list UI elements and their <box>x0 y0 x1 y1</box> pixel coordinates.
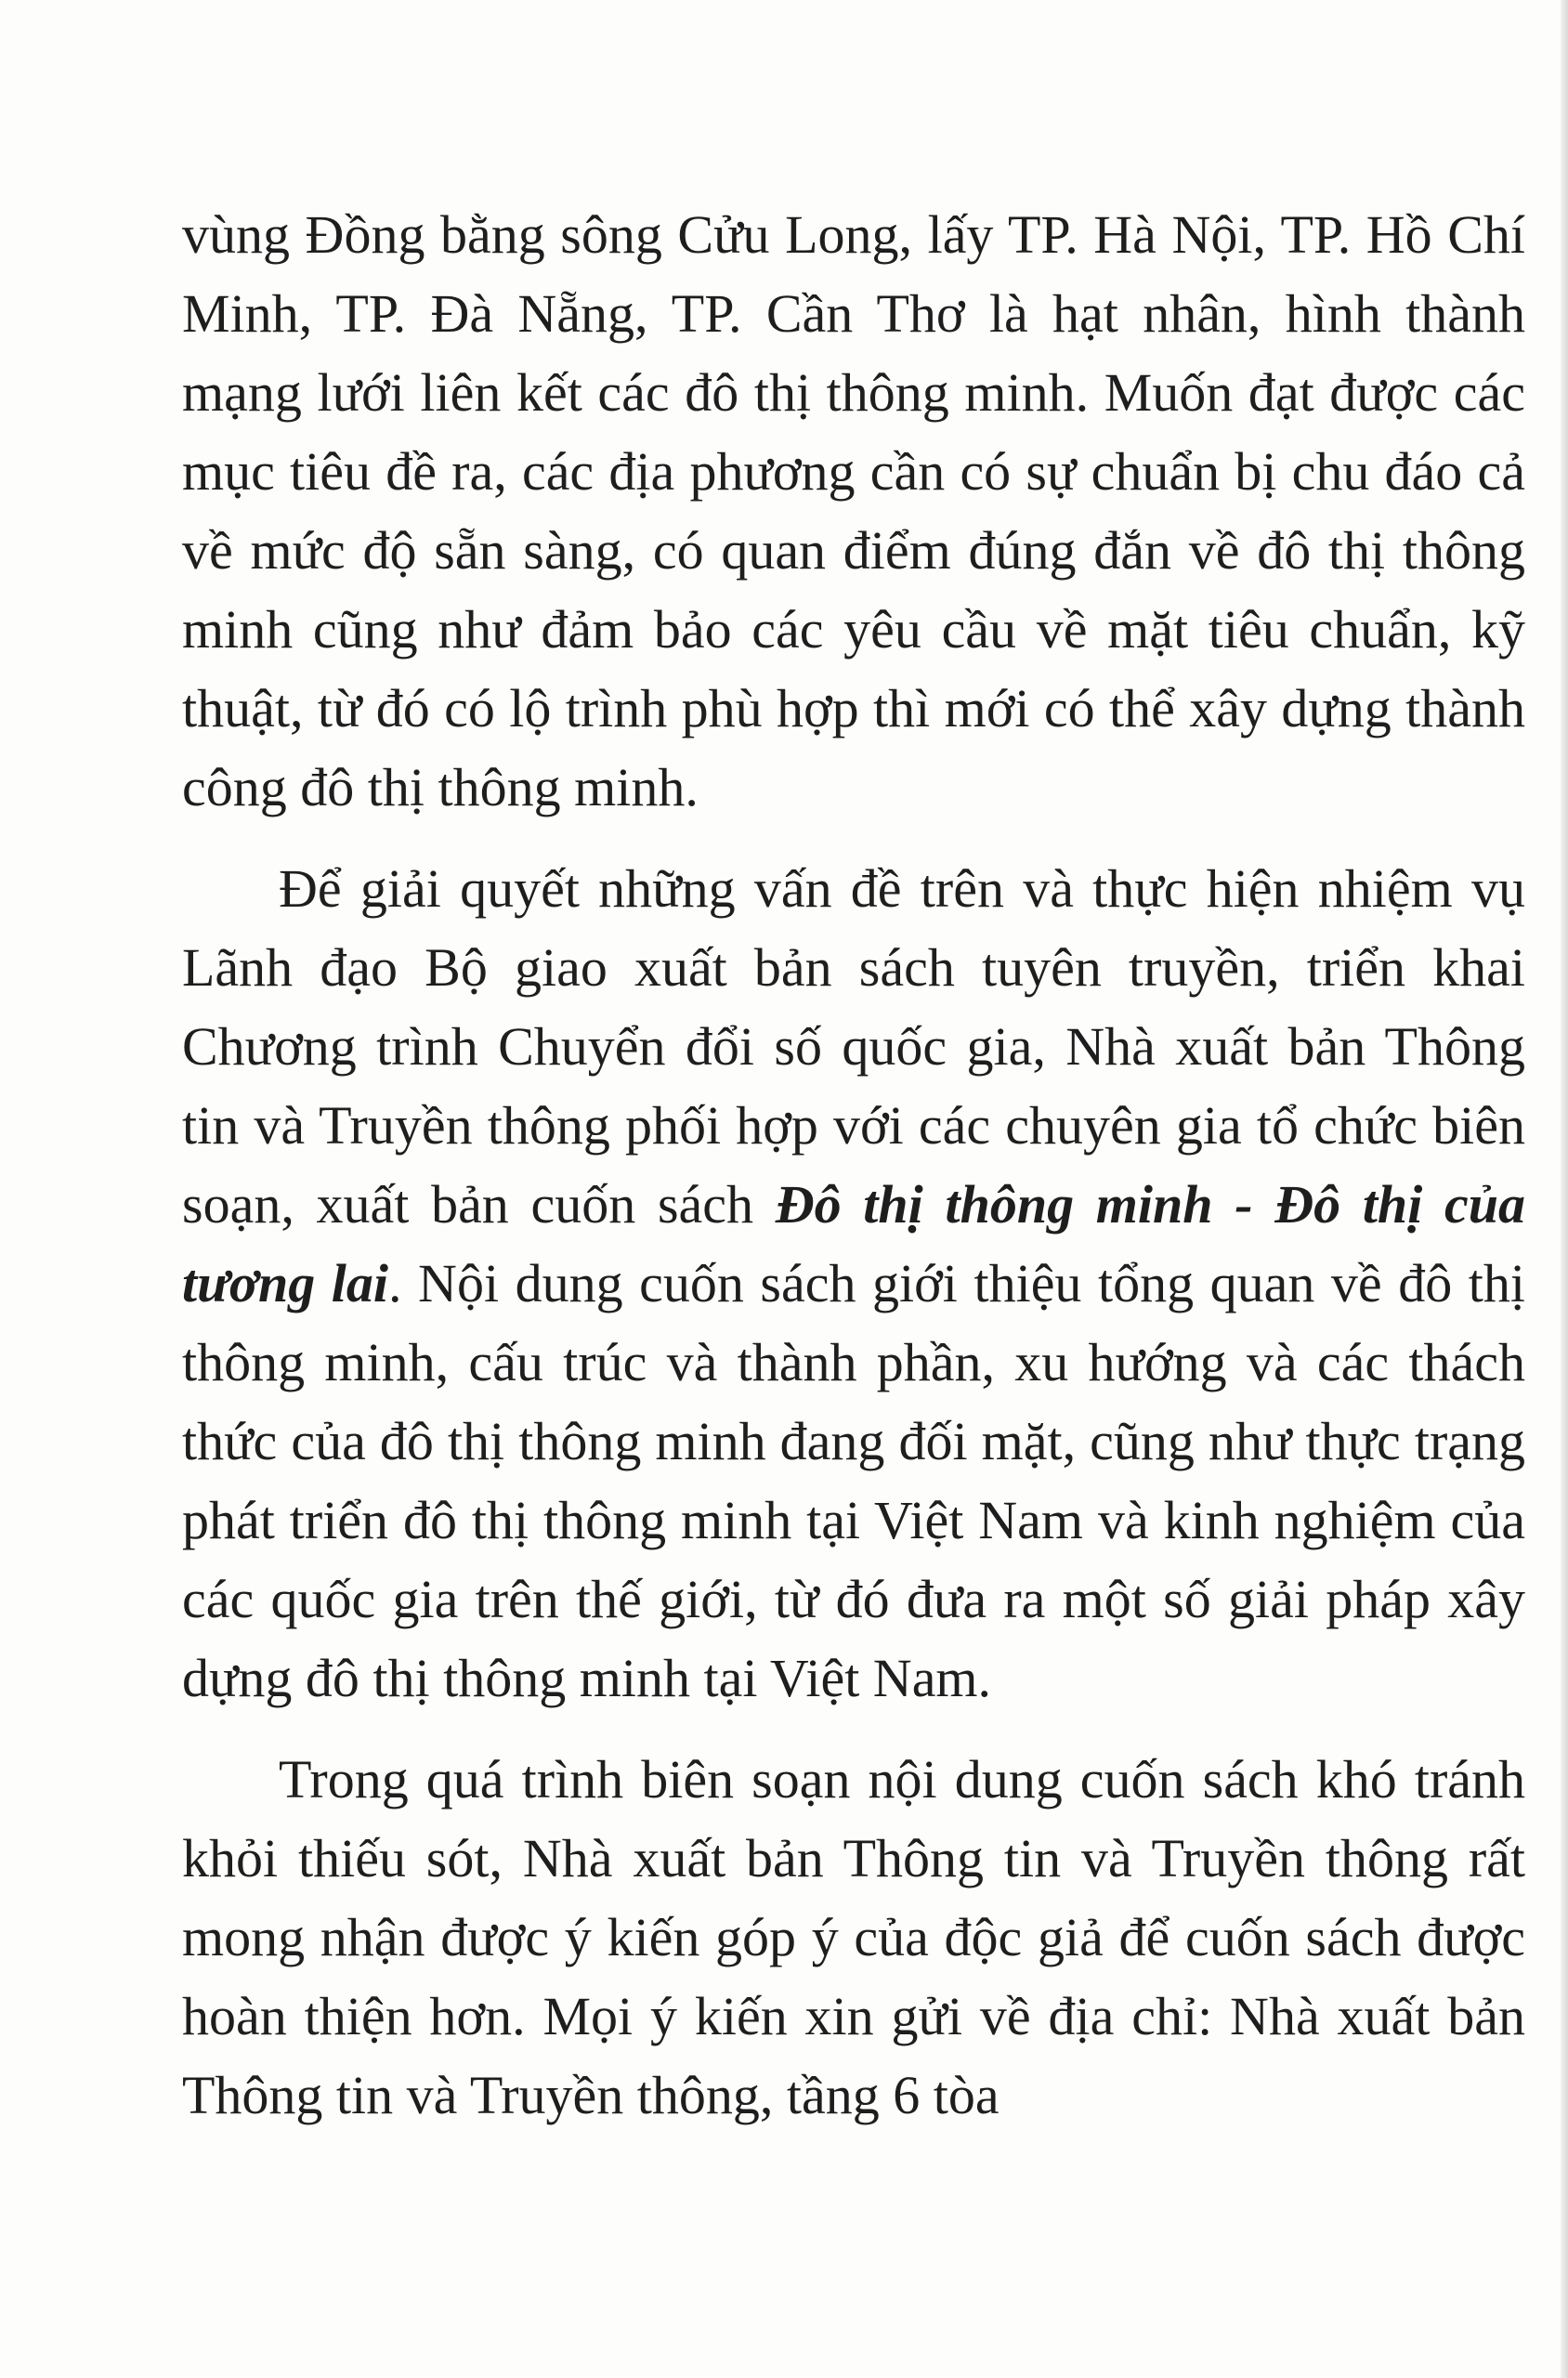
paragraph-continued: vùng Đồng bằng sông Cửu Long, lấy TP. Hà Nội, TP. Hồ Chí Minh, TP. Đà Nẵng, TP. Cần Thơ là hạt nhân, hình thành mạng lưới liên kết các đô thị thông minh. Muốn đạt được các mục tiêu đề ra, các địa phương cần có sự chuẩn bị chu đáo cả về mức độ sẵn sàng, có quan điểm đúng đắn về đô thị thông minh cũng như đảm bảo các yêu cầu về mặt tiêu chuẩn, kỹ thuật, từ đó có lộ trình phù hợp thì mới có thể xây dựng thành công đô thị thông minh. <box>182 204 1525 817</box>
paragraph-feedback: Trong quá trình biên soạn nội dung cuốn sách khó tránh khỏi thiếu sót, Nhà xuất bản Thông tin và Truyền thông rất mong nhận được ý kiến góp ý của độc giả để cuốn sách được hoàn thiện hơn. Mọi ý kiến xin gửi về địa chỉ: Nhà xuất bản Thông tin và Truyền thông, tầng 6 tòa <box>182 1749 1525 2125</box>
paragraph-intro-text: Để giải quyết những vấn đề trên và thực hiện nhiệm vụ Lãnh đạo Bộ giao xuất bản sách tuyên truyền, triển khai Chương trình Chuyển đổi số quốc gia, Nhà xuất bản Thông tin và Truyền thông phối hợp với các chuyên gia tổ chức biên soạn, xuất bản cuốn sách <box>182 858 1525 1235</box>
body-text <box>182 195 1525 2135</box>
paragraph-summary-text: . Nội dung cuốn sách giới thiệu tổng quan về đô thị thông minh, cấu trúc và thành phần, xu hướng và các thách thức của đô thị thông minh đang đối mặt, cũng như thực trạng phát triển đô thị thông minh tại Việt Nam và kinh nghiệm của các quốc gia trên thế giới, từ đó đưa ra một số giải pháp xây dựng đô thị thông minh tại Việt Nam. <box>182 1253 1525 1708</box>
paragraph-book-intro <box>182 849 1525 1718</box>
page-edge <box>1561 0 1568 2378</box>
book-title: Đô thị thông minh - Đô thị của tương lai <box>182 1174 1525 1313</box>
